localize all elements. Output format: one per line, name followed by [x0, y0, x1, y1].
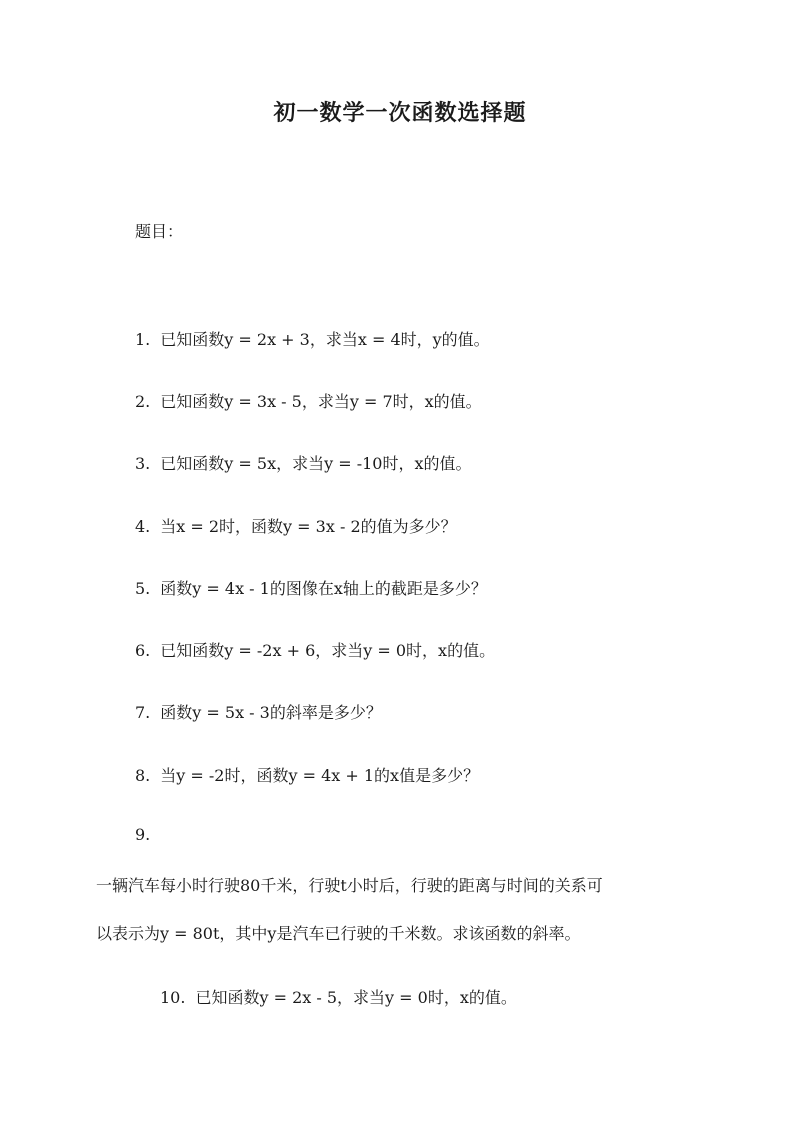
- question-item: [160, 985, 517, 1008]
- question-number: 3.: [135, 454, 151, 473]
- question-item: [135, 638, 495, 661]
- question-number: 1.: [135, 330, 151, 349]
- question-text: 已知函数y = 2x + 3，求当x = 4时，y的值。: [160, 330, 490, 349]
- question-text: 当x = 2时，函数y = 3x - 2的值为多少？: [160, 517, 457, 536]
- question-item: [135, 451, 472, 474]
- section-label: 题目：: [135, 222, 184, 241]
- question-text: 已知函数y = -2x + 6，求当y = 0时，x的值。: [160, 641, 496, 660]
- question-9-line-1: 一辆汽车每小时行驶80千米，行驶t小时后，行驶的距离与时间的关系可: [96, 876, 603, 895]
- question-number: 9.: [135, 825, 151, 844]
- question-text: 当y = -2时，函数y = 4x + 1的x值是多少？: [160, 766, 480, 785]
- question-item: [135, 763, 479, 786]
- question-item: [135, 389, 482, 412]
- question-number: 4.: [135, 517, 151, 536]
- question-text: 已知函数y = 3x - 5，求当y = 7时，x的值。: [160, 392, 482, 411]
- document-title: 初一数学一次函数选择题: [273, 100, 527, 126]
- question-number: 5.: [135, 579, 151, 598]
- question-text: 已知函数y = 5x，求当y = -10时，x的值。: [160, 454, 472, 473]
- question-number: 8.: [135, 766, 151, 785]
- question-item: [135, 576, 487, 599]
- question-text: 函数y = 5x - 3的斜率是多少？: [160, 703, 382, 722]
- question-item: [135, 700, 382, 723]
- question-number: 6.: [135, 641, 151, 660]
- question-number: 10.: [160, 988, 186, 1007]
- question-text: 已知函数y = 2x - 5，求当y = 0时，x的值。: [195, 988, 517, 1007]
- question-text: 函数y = 4x - 1的图像在x轴上的截距是多少？: [160, 579, 487, 598]
- question-item: [135, 825, 160, 844]
- question-number: 2.: [135, 392, 151, 411]
- question-item: [135, 514, 457, 537]
- question-number: 7.: [135, 703, 151, 722]
- question-item: [135, 327, 490, 350]
- question-9-line-2: 以表示为y = 80t，其中y是汽车已行驶的千米数。求该函数的斜率。: [96, 924, 581, 943]
